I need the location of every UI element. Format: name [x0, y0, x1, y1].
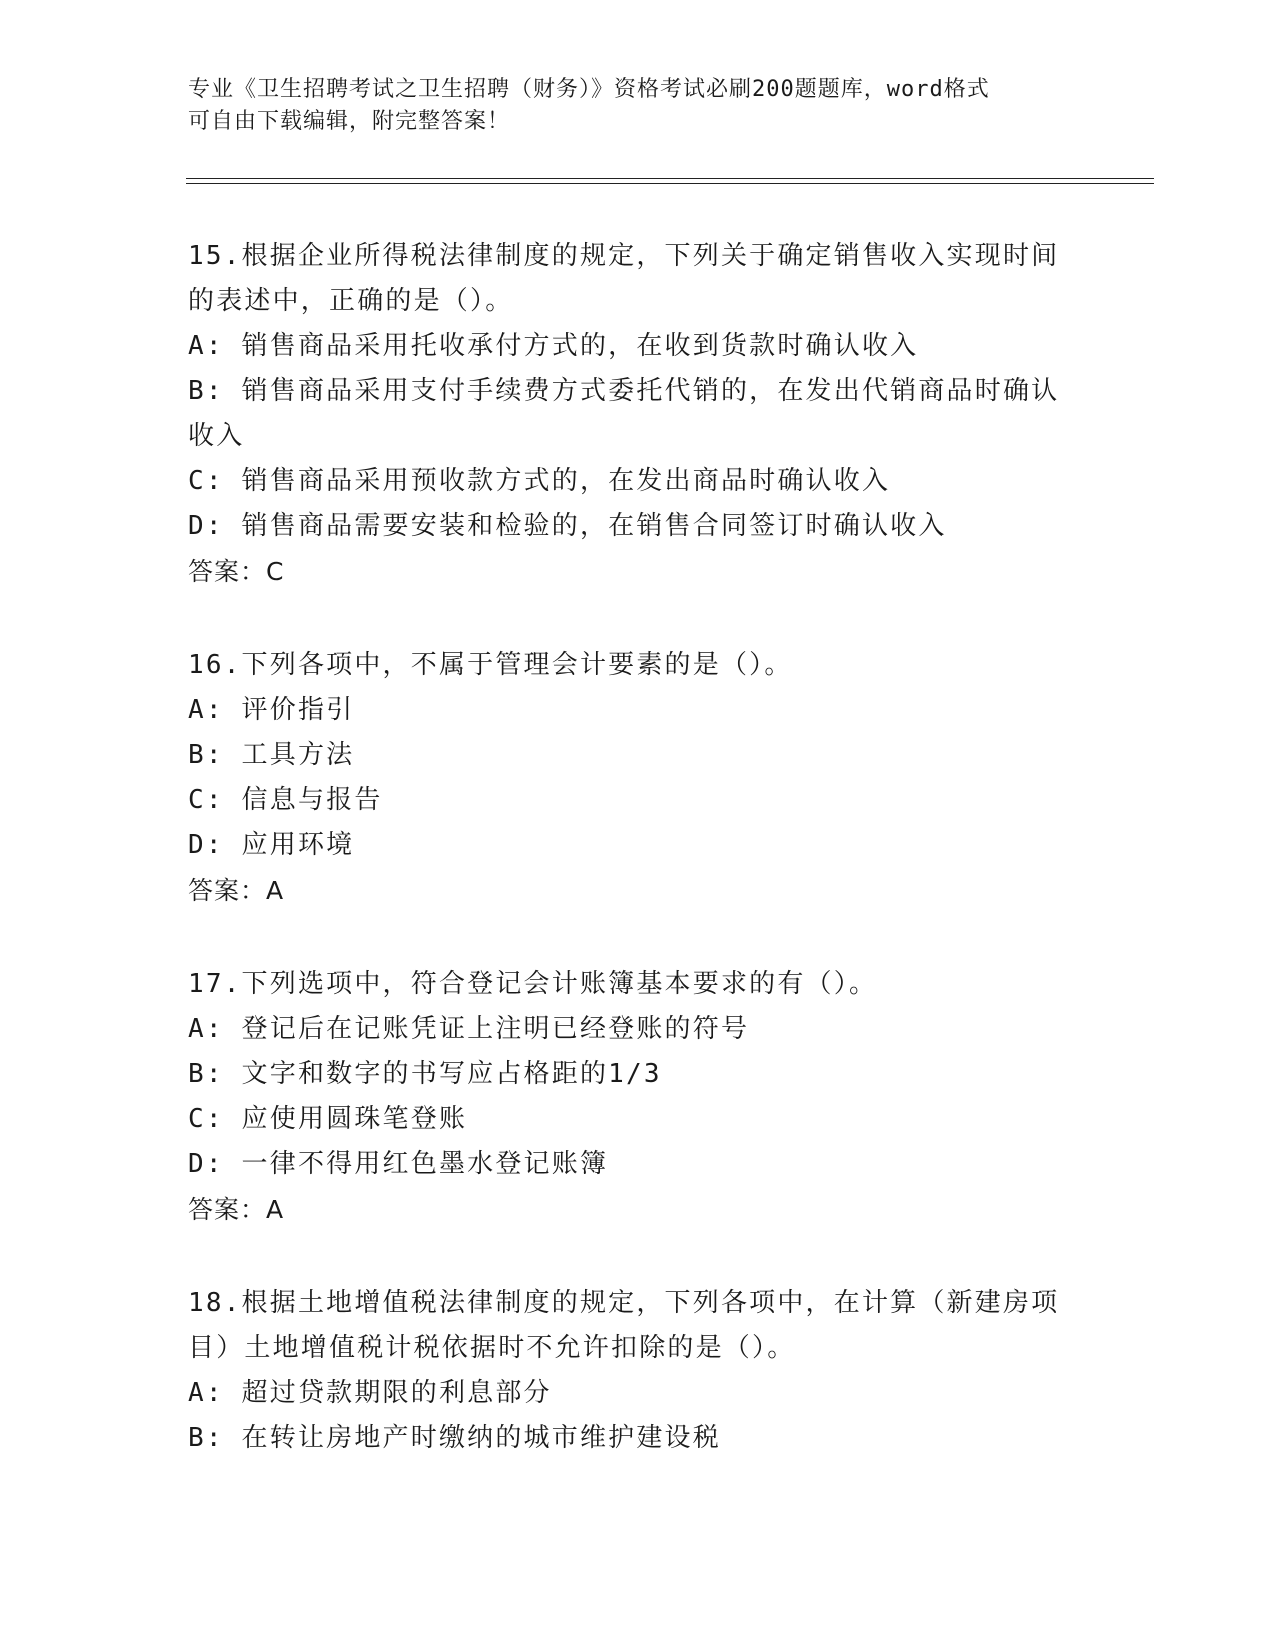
option-d: D: 应用环境 [188, 830, 355, 860]
question-stem-line: 18.根据土地增值税法律制度的规定，下列各项中，在计算（新建房项 [188, 1288, 1060, 1318]
option-b-continuation: 收入 [188, 421, 245, 451]
option-d: D: 销售商品需要安装和检验的，在销售合同签订时确认收入 [188, 511, 947, 541]
option-a: A: 销售商品采用托收承付方式的，在收到货款时确认收入 [188, 331, 919, 361]
question-stem-line: 15.根据企业所得税法律制度的规定，下列关于确定销售收入实现时间 [188, 241, 1060, 271]
question-17 [188, 962, 1088, 1232]
question-stem-line: 16.下列各项中，不属于管理会计要素的是（）。 [188, 650, 793, 680]
question-18 [188, 1281, 1088, 1461]
option-b: B: 在转让房地产时缴纳的城市维护建设税 [188, 1423, 721, 1453]
question-15 [188, 234, 1088, 594]
question-stem-line: 17.下列选项中，符合登记会计账簿基本要求的有（）。 [188, 969, 878, 999]
answer-line: 答案：A [188, 1195, 285, 1224]
header-line-2: 可自由下载编辑，附完整答案！ [188, 109, 511, 134]
header-line-1: 专业《卫生招聘考试之卫生招聘（财务）》资格考试必刷200题题库，word格式 [188, 77, 990, 102]
option-b: B: 工具方法 [188, 740, 355, 770]
option-c: C: 信息与报告 [188, 785, 383, 815]
question-16 [188, 643, 1088, 913]
option-c: C: 销售商品采用预收款方式的，在发出商品时确认收入 [188, 466, 891, 496]
option-b: B: 文字和数字的书写应占格距的1/3 [188, 1059, 662, 1089]
document-header [188, 74, 1088, 138]
header-divider-bottom [186, 183, 1154, 184]
option-b: B: 销售商品采用支付手续费方式委托代销的，在发出代销商品时确认 [188, 376, 1060, 406]
header-divider-top [186, 178, 1154, 179]
option-d: D: 一律不得用红色墨水登记账簿 [188, 1149, 609, 1179]
question-stem-line: 目）土地增值税计税依据时不允许扣除的是（）。 [188, 1333, 796, 1363]
option-c: C: 应使用圆珠笔登账 [188, 1104, 468, 1134]
option-a: A: 登记后在记账凭证上注明已经登账的符号 [188, 1014, 750, 1044]
question-stem-line: 的表述中，正确的是（）。 [188, 286, 514, 316]
answer-line: 答案：C [188, 557, 285, 586]
option-a: A: 超过贷款期限的利息部分 [188, 1378, 552, 1408]
option-a: A: 评价指引 [188, 695, 355, 725]
answer-line: 答案：A [188, 876, 285, 905]
